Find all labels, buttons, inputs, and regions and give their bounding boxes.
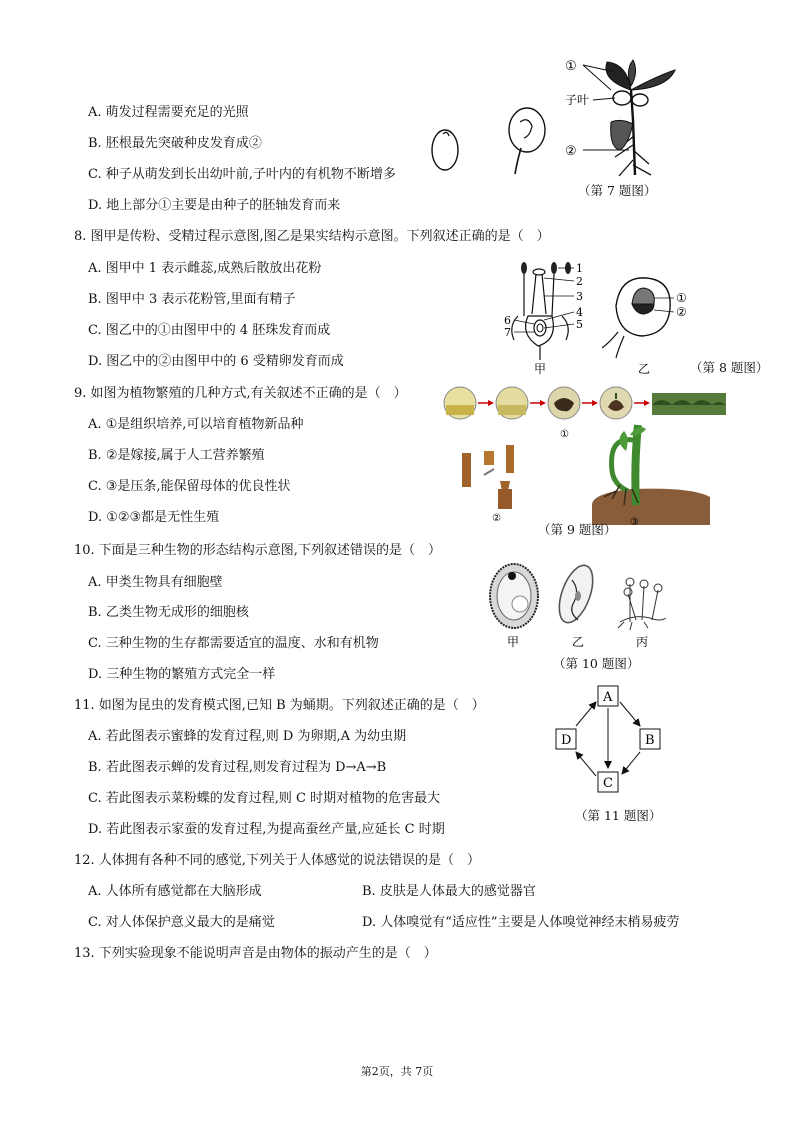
q7-option-b: B. 胚根最先突破种皮发育成② [88,136,262,151]
q10-label-jia: 甲 [507,635,520,649]
q12-option-d: D. 人体嗅觉有“适应性”主要是人体嗅觉神经末梢易疲劳 [362,915,680,930]
q8-label-2: 2 [576,275,583,288]
q11-option-d: D. 若此图表示家蚕的发育过程,为提高蚕丝产量,应延长 C 时期 [88,822,445,837]
q12-option-a: A. 人体所有感觉都在大脑形成 [88,884,262,899]
q9-option-d: D. ①②③都是无性生殖 [88,510,220,525]
q7-option-c: C. 种子从萌发到长出幼叶前,子叶内的有机物不断增多 [88,167,396,182]
q11-node-a: A [603,690,613,705]
q8-label-4: 4 [576,306,583,319]
q10-option-b: B. 乙类生物无成形的细胞核 [88,605,249,620]
page-footer: 第2页，共 7页 [360,1065,434,1078]
q8-label-1: 1 [576,262,583,275]
q8-label-c1: ① [676,291,687,305]
q7-option-d: D. 地上部分①主要是由种子的胚轴发育而来 [88,198,341,213]
q9-label-c3: ③ [630,517,639,525]
q9-option-a: A. ①是组织培养,可以培育植物新品种 [88,417,304,432]
q8-option-a: A. 图甲中 1 表示雌蕊,成熟后散放出花粉 [88,261,322,276]
q8-label-c2: ② [676,305,687,319]
q11-node-d: D [561,733,572,748]
q11-option-c: C. 若此图表示菜粉蝶的发育过程,则 C 时期对植物的危害最大 [88,791,441,806]
q11-caption: （第 11 题图） [575,808,662,823]
q8-label-5: 5 [576,318,583,331]
q8-caption: （第 8 题图） [690,360,769,375]
q7-seed-germination-figure [425,50,695,185]
q7-label-circle2: ② [565,144,577,159]
q11-node-c: C [603,776,613,791]
q11-insect-development-diagram [548,682,678,802]
q8-pollination-fruit-figure [498,256,698,376]
q8-option-d: D. 图乙中的②由图甲中的 6 受精卵发育而成 [88,354,344,369]
q8-label-3: 3 [576,290,583,303]
q9-propagation-figure [440,385,730,525]
q8-label-yi: 乙 [638,362,651,376]
q12-option-c: C. 对人体保护意义最大的是痛觉 [88,915,275,930]
q9-option-b: B. ②是嫁接,属于人工营养繁殖 [88,448,265,463]
q7-label-circle1: ① [565,59,577,74]
q12-stem: 12. 人体拥有各种不同的感觉,下列关于人体感觉的说法错误的是（ ） [74,853,480,868]
q10-caption: （第 10 题图） [553,656,640,671]
q7-caption: （第 7 题图） [578,183,657,198]
q11-option-a: A. 若此图表示蜜蜂的发育过程,则 D 为卵期,A 为幼虫期 [88,729,407,744]
q10-stem: 10. 下面是三种生物的形态结构示意图,下列叙述错误的是（ ） [74,543,441,558]
q7-label-cotyledon: 子叶 [565,93,590,107]
q8-label-jia: 甲 [534,362,547,376]
q10-organisms-figure [480,560,670,652]
q11-node-b: B [645,733,655,748]
q13-stem: 13. 下列实验现象不能说明声音是由物体的振动产生的是（ ） [74,946,437,961]
q9-caption: （第 9 题图） [538,522,617,537]
q9-stem: 9. 如图为植物繁殖的几种方式,有关叙述不正确的是（ ） [74,386,407,401]
q10-option-a: A. 甲类生物具有细胞壁 [88,575,223,590]
q11-option-b: B. 若此图表示蝉的发育过程,则发育过程为 D→A→B [88,760,387,775]
q10-label-bing: 丙 [636,635,649,649]
q9-label-c2: ② [492,513,501,524]
q7-option-a: A. 萌发过程需要充足的光照 [88,105,249,120]
q8-stem: 8. 图甲是传粉、受精过程示意图,图乙是果实结构示意图。下列叙述正确的是（ ） [74,229,550,244]
q9-label-c1: ① [560,429,569,440]
q8-label-7: 7 [504,326,511,339]
q10-label-yi: 乙 [572,635,585,649]
q8-label-6: 6 [504,314,511,327]
q10-option-c: C. 三种生物的生存都需要适宜的温度、水和有机物 [88,636,379,651]
q8-option-c: C. 图乙中的①由图甲中的 4 胚珠发育而成 [88,323,331,338]
q12-option-b: B. 皮肤是人体最大的感觉器官 [362,884,536,899]
q11-stem: 11. 如图为昆虫的发育模式图,已知 B 为蛹期。下列叙述正确的是（ ） [74,698,485,713]
q9-option-c: C. ③是压条,能保留母体的优良性状 [88,479,291,494]
q8-option-b: B. 图甲中 3 表示花粉管,里面有精子 [88,292,296,307]
q10-option-d: D. 三种生物的繁殖方式完全一样 [88,667,276,682]
